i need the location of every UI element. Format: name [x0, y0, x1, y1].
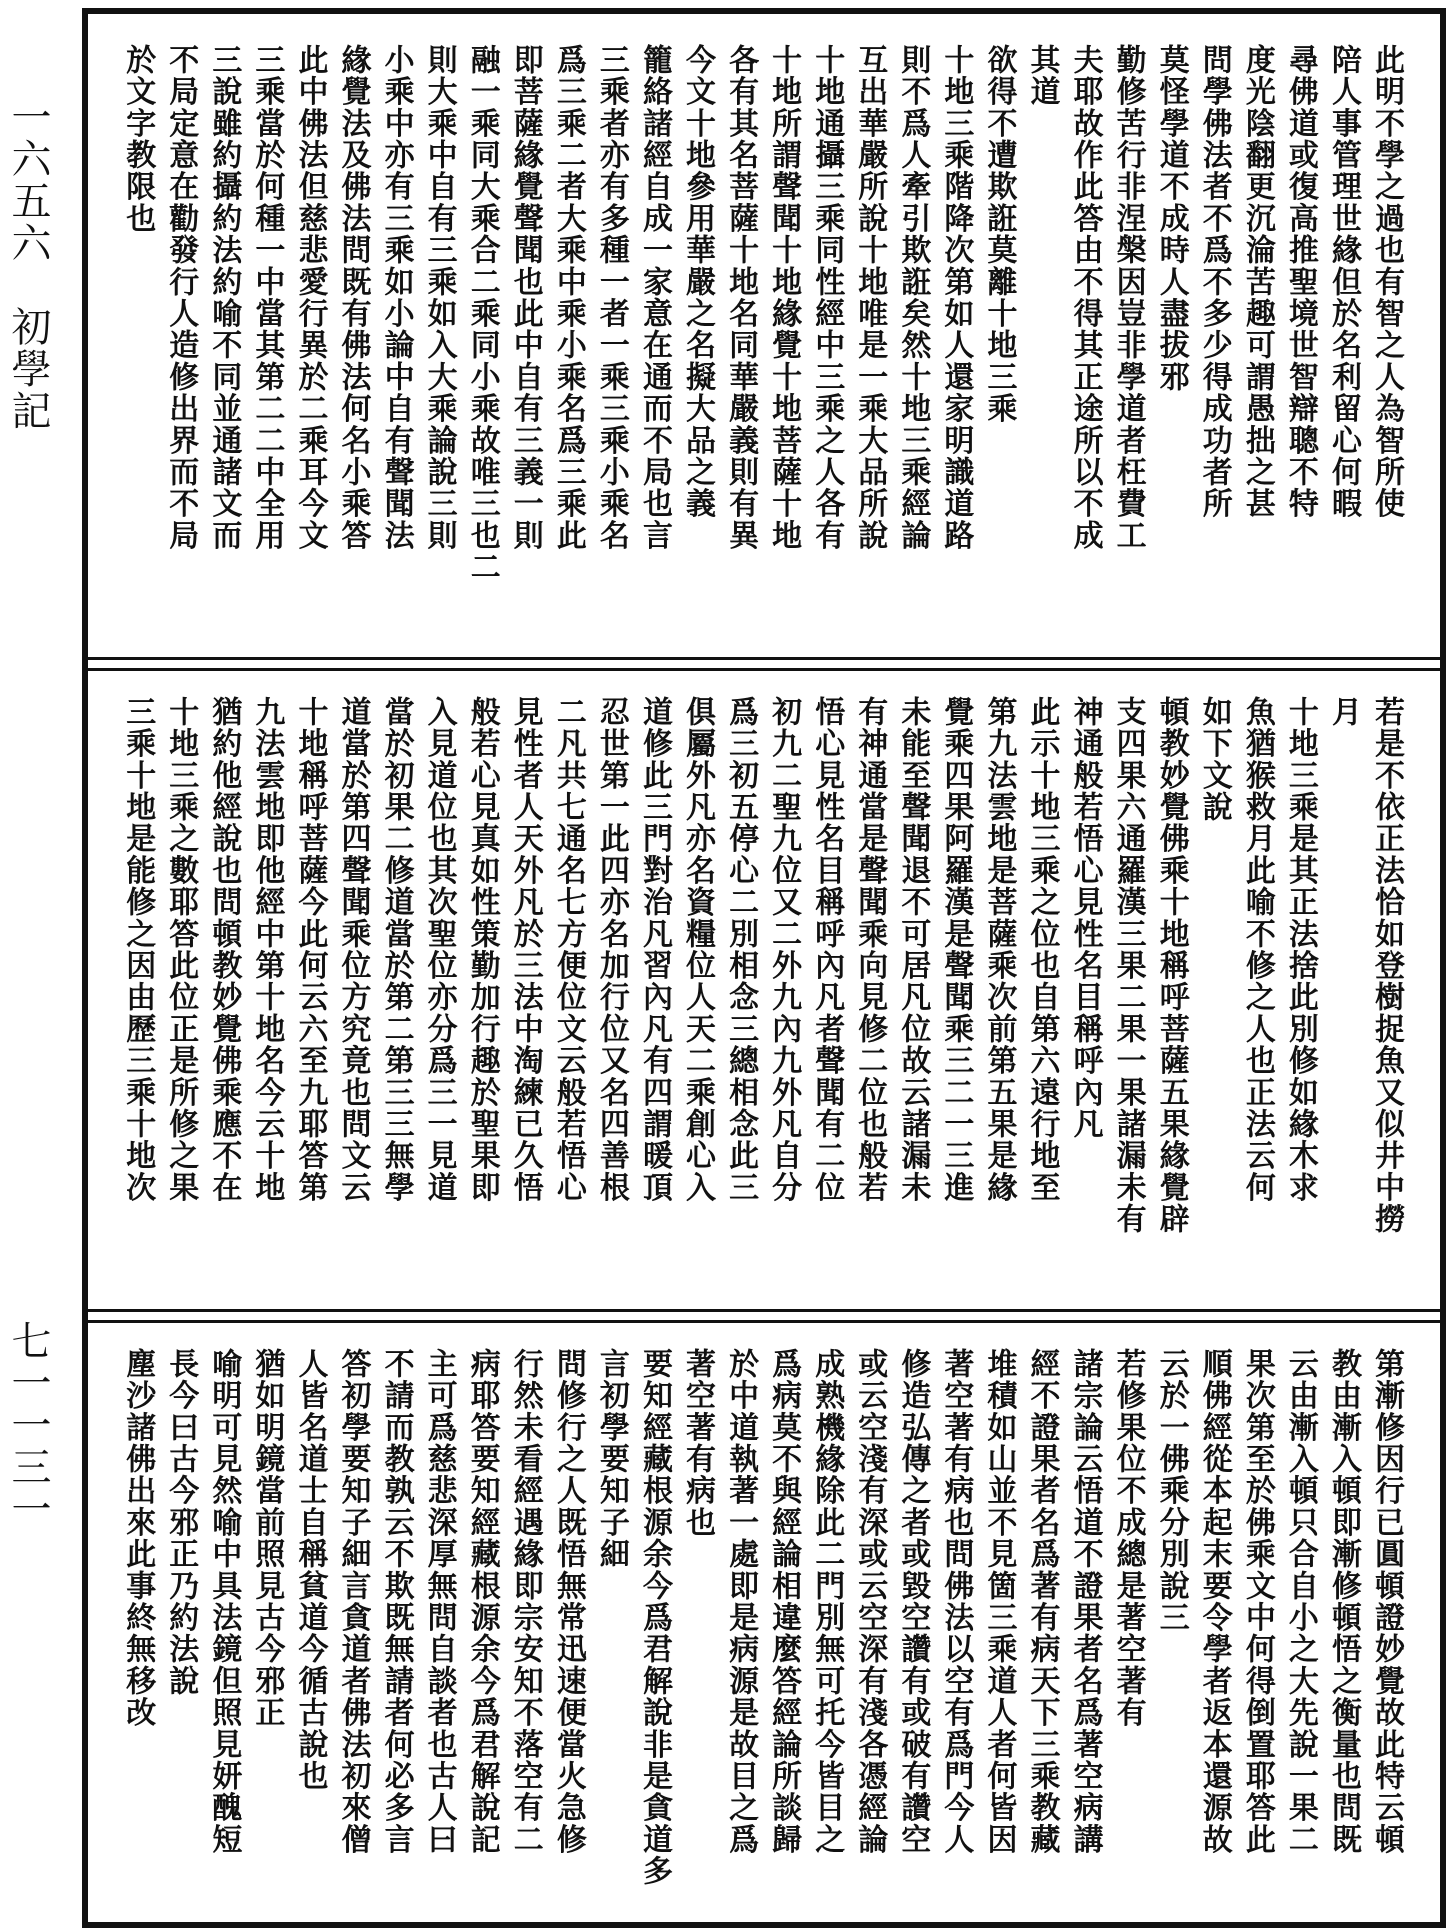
text-column: 欲得不遭欺誑莫離十地三乘 — [981, 44, 1017, 425]
text-column: 入見道位也其次聖位亦分爲三一見道 — [421, 696, 457, 1204]
text-panel-middle — [94, 674, 1434, 1308]
text-column: 此中佛法但慈悲愛行異於二乘耳今文 — [292, 44, 328, 552]
text-column: 第漸修因行已圓頓證妙覺故此特云頓 — [1369, 1348, 1404, 1856]
text-column: 教由漸入頓即漸修頓悟之衡量也問既 — [1325, 1348, 1361, 1856]
text-column: 小乘中亦有三乘如小論中自有聲聞法 — [378, 44, 414, 552]
text-column: 有神通當是聲聞乘向見修二位也般若 — [852, 696, 888, 1204]
column-group — [94, 22, 1434, 656]
text-column: 修造弘傳之者或毀空讚有或破有讚空 — [895, 1348, 931, 1856]
text-column: 勤修苦行非涅槃因豈非學道者枉費工 — [1110, 44, 1146, 552]
text-column: 則不爲人牽引欺誑矣然十地三乘經論 — [895, 44, 931, 552]
text-column: 十地三乘之數耶答此位正是所修之果 — [163, 696, 199, 1204]
text-column: 悟心見性名目稱呼內凡者聲聞有二位 — [809, 696, 845, 1204]
text-column: 覺乘四果阿羅漢是聲聞乘三二一三進 — [938, 696, 974, 1204]
text-column: 著空著有病也 — [680, 1348, 715, 1539]
text-column: 順佛經從本起末要令學者返本還源故 — [1196, 1348, 1232, 1856]
text-column: 初九二聖九位又二外九內九外凡自分 — [766, 696, 802, 1204]
text-column: 不局定意在勸發行人造修出界而不局 — [163, 44, 199, 552]
text-column: 人皆名道士自稱貧道今循古說也 — [292, 1348, 328, 1792]
text-column: 當於初果二修道當於第二第三三無學 — [378, 696, 414, 1204]
text-column: 忍世第一此四亦名加行位又名四善根 — [593, 696, 629, 1204]
text-column: 籠絡諸經自成一家意在通而不局也言 — [636, 44, 672, 552]
text-column: 三說雖約攝約法約喻不同並通諸文而 — [206, 44, 242, 552]
text-column: 夫耶故作此答由不得其正途所以不成 — [1067, 44, 1103, 552]
text-column: 二凡共七通名七方便位文云般若悟心 — [550, 696, 586, 1204]
text-column: 成熟機緣除此二門別無可托今皆目之 — [809, 1348, 845, 1856]
text-column: 三乘者亦有多種一者一乘三乘小乘名 — [593, 44, 629, 552]
text-column: 如下文說 — [1196, 696, 1232, 823]
text-column: 各有其名菩薩十地名同華嚴義則有異 — [723, 44, 759, 552]
text-column: 道當於第四聲聞乘位方究竟也問文云 — [335, 696, 371, 1204]
panel-divider — [88, 1309, 1440, 1323]
text-column: 爲病莫不與經論相違麼答經論所談歸 — [766, 1348, 802, 1856]
text-column: 見性者人天外凡於三法中淘練已久悟 — [507, 696, 543, 1204]
text-column: 此示十地三乘之位也自第六遠行地至 — [1024, 696, 1060, 1204]
page-number-caption: 一六五六 初學記 — [5, 96, 51, 432]
text-column: 猶約他經說也問頓教妙覺佛乘應不在 — [206, 696, 242, 1204]
text-column: 緣覺法及佛法問既有佛法何名小乘答 — [335, 44, 371, 552]
text-column: 長今曰古今邪正乃約法說 — [163, 1348, 199, 1697]
text-column: 頓教妙覺佛乘十地稱呼菩薩五果緣覺辟 — [1153, 696, 1189, 1235]
text-column: 十地三乘階降次第如人還家明識道路 — [938, 44, 974, 552]
text-column: 行然未看經遇緣即宗安知不落空有二 — [507, 1348, 543, 1856]
text-column: 答初學要知子細言貪道者佛法初來僧 — [335, 1348, 371, 1856]
text-column: 要知經藏根源余今爲君解說非是貪道多 — [636, 1348, 672, 1887]
text-column: 不請而教孰云不欺既無請者何必多言 — [378, 1348, 414, 1856]
text-column: 道修此三門對治凡習內凡有四謂暖頂 — [636, 696, 672, 1204]
text-column: 於中道執著一處即是病源是故目之爲 — [723, 1348, 759, 1856]
text-column: 爲三乘二者大乘中乘小乘名爲三乘此 — [550, 44, 586, 552]
text-column: 融一乘同大乘合二乘同小乘故唯三也二 — [464, 44, 500, 583]
text-column: 著空著有病也問佛法以空有爲門今人 — [938, 1348, 974, 1856]
text-column: 若修果位不成總是著空著有 — [1110, 1348, 1146, 1729]
text-column: 於文字教限也 — [120, 44, 156, 235]
text-column: 俱屬外凡亦名資糧位人天二乘創心入 — [680, 696, 715, 1204]
panel-divider — [88, 657, 1440, 671]
column-group — [94, 1324, 1434, 1916]
text-column: 若是不依正法恰如登樹捉魚又似井中撈 — [1369, 696, 1404, 1235]
text-column: 今文十地參用華嚴之名擬大品之義 — [680, 44, 715, 520]
text-column: 十地所謂聲聞十地緣覺十地菩薩十地 — [766, 44, 802, 552]
text-column: 神通般若悟心見性名目稱呼內凡 — [1067, 696, 1103, 1140]
text-column: 猶如明鏡當前照見古今邪正 — [249, 1348, 285, 1729]
text-column: 或云空淺有深或云空深有淺各憑經論 — [852, 1348, 888, 1856]
text-panel-top — [94, 22, 1434, 656]
text-column: 果次第至於佛乘文中何得倒置耶答此 — [1239, 1348, 1275, 1856]
text-column: 問修行之人既悟無常迅速便當火急修 — [550, 1348, 586, 1856]
text-column: 般若心見真如性策勤加行趣於聖果即 — [464, 696, 500, 1204]
text-column: 言初學要知子細 — [593, 1348, 629, 1570]
text-panel-bottom — [94, 1324, 1434, 1916]
text-column: 三乘當於何種一中當其第二二中全用 — [249, 44, 285, 552]
text-column: 三乘十地是能修之因由歷三乘十地次 — [120, 696, 156, 1204]
page-frame — [82, 8, 1446, 1928]
text-column: 主可爲慈悲深厚無問自談者也古人曰 — [421, 1348, 457, 1856]
text-column: 云於一佛乘分別說三 — [1153, 1348, 1189, 1634]
text-column: 莫怪學道不成時人盡拔邪 — [1153, 44, 1189, 393]
text-column: 堆積如山並不見箇三乘道人者何皆因 — [981, 1348, 1017, 1856]
text-column: 支四果六通羅漢三果二果一果諸漏未有 — [1110, 696, 1146, 1235]
text-column: 即菩薩緣覺聲聞也此中自有三義一則 — [507, 44, 543, 552]
text-column: 十地三乘是其正法捨此別修如緣木求 — [1282, 696, 1318, 1204]
text-column: 互出華嚴所說十地唯是一乘大品所說 — [852, 44, 888, 552]
text-column: 爲三初五停心二別相念三總相念此三 — [723, 696, 759, 1204]
text-column: 其道 — [1024, 44, 1060, 108]
text-column: 尋佛道或復高推聖境世智辯聰不特 — [1282, 44, 1318, 520]
text-column: 塵沙諸佛出來此事終無移改 — [120, 1348, 156, 1729]
text-column: 第九法雲地是菩薩乘次前第五果是緣 — [981, 696, 1017, 1204]
text-column: 度光陰翻更沉淪苦趣可謂愚拙之甚 — [1239, 44, 1275, 520]
folio-caption: 七一一三一 — [5, 1320, 51, 1530]
column-group — [94, 674, 1434, 1308]
text-column: 月 — [1325, 696, 1361, 728]
text-column: 十地通攝三乘同性經中三乘之人各有 — [809, 44, 845, 552]
text-column: 陪人事管理世緣但於名利留心何暇 — [1325, 44, 1361, 520]
text-column: 九法雲地即他經中第十地名今云十地 — [249, 696, 285, 1204]
text-column: 魚猶猴救月此喻不修之人也正法云何 — [1239, 696, 1275, 1204]
text-column: 喻明可見然喻中具法鏡但照見妍醜短 — [206, 1348, 242, 1856]
text-column: 此明不學之過也有智之人為智所使 — [1369, 44, 1404, 520]
text-column: 十地稱呼菩薩今此何云六至九耶答第 — [292, 696, 328, 1204]
text-column: 經不證果者名爲著有病天下三乘教藏 — [1024, 1348, 1060, 1856]
text-column: 云由漸入頓只合自小之大先說一果二 — [1282, 1348, 1318, 1856]
text-column: 未能至聲聞退不可居凡位故云諸漏未 — [895, 696, 931, 1204]
text-column: 則大乘中自有三乘如入大乘論說三則 — [421, 44, 457, 552]
text-column: 問學佛法者不爲不多少得成功者所 — [1196, 44, 1232, 520]
text-column: 病耶答要知經藏根源余今爲君解說記 — [464, 1348, 500, 1856]
text-column: 諸宗論云悟道不證果者名爲著空病講 — [1067, 1348, 1103, 1856]
